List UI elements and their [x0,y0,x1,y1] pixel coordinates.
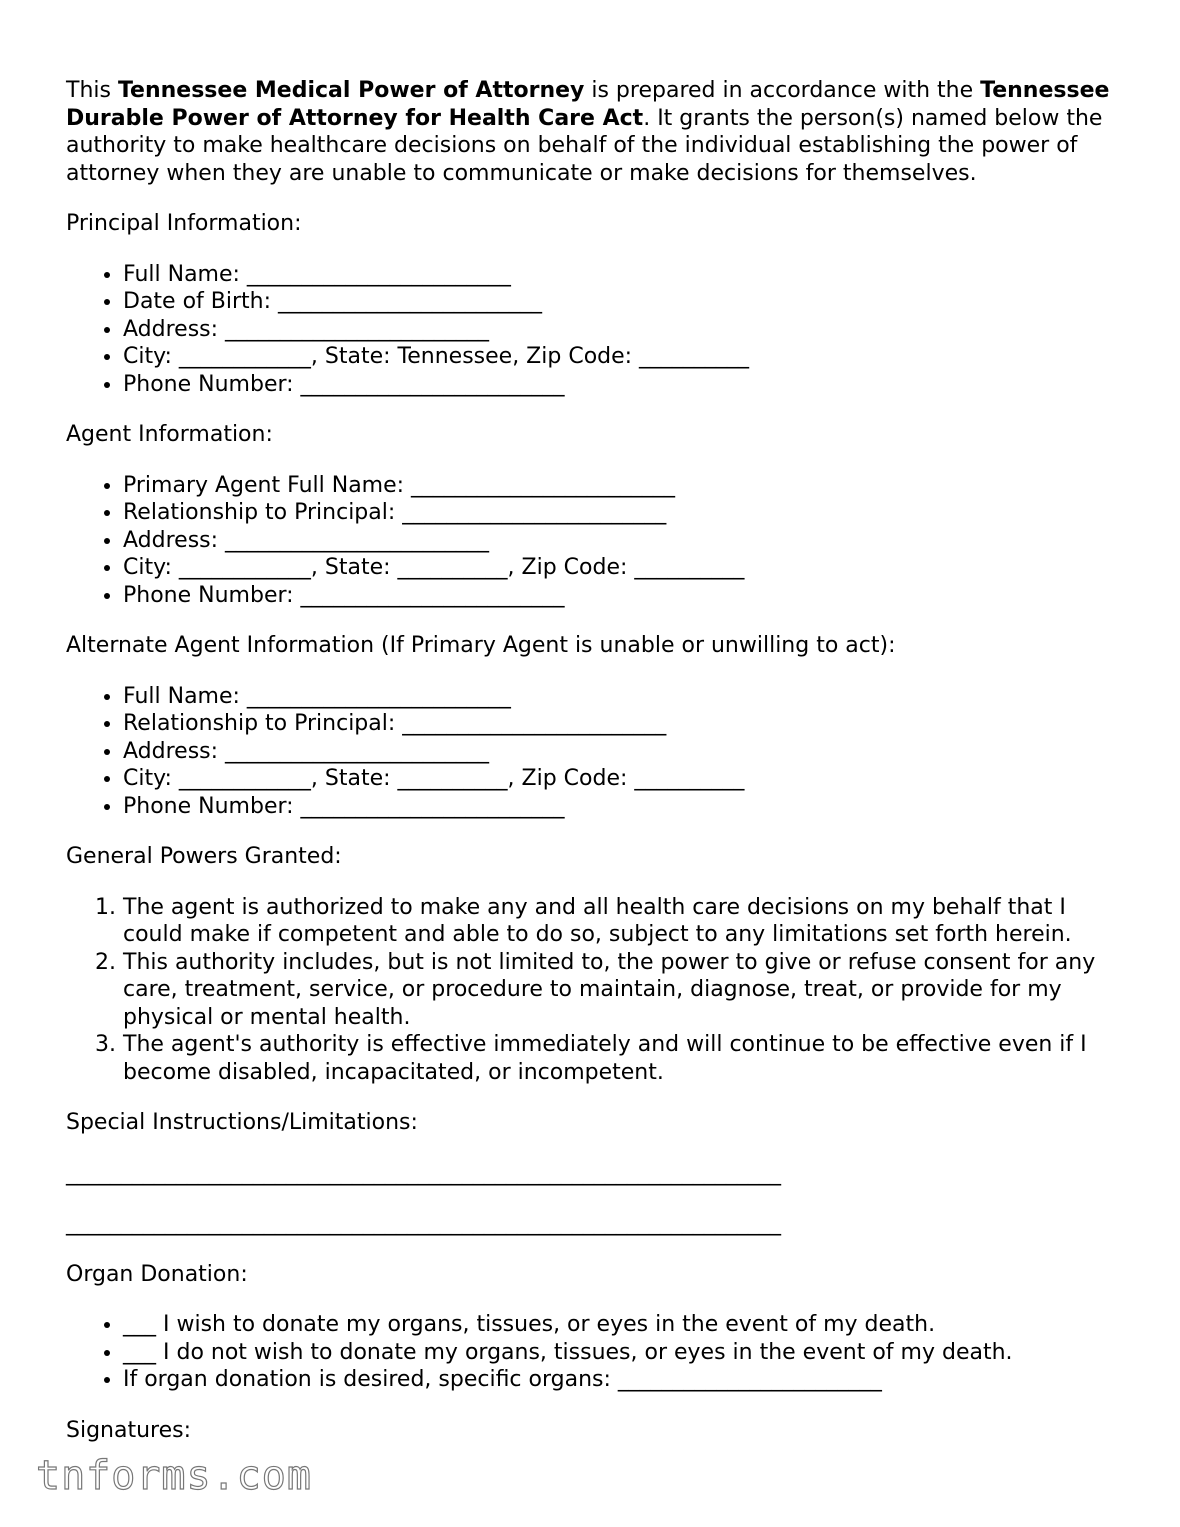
alternate-agent-heading: Alternate Agent Information (If Primary Agent is unable or unwilling to act): [66,633,896,658]
document-body [66,77,1126,1444]
principal-phone-field[interactable]: • Phone Number: ________________________ [123,371,1126,399]
alternate-relationship-field[interactable]: • Relationship to Principal: ________________________ [123,710,1126,738]
intro-text-2: is prepared in accordance with the [584,78,981,103]
alternate-address-field[interactable]: • Address: ________________________ [123,738,1126,766]
instructions-heading: Special Instructions/Limitations: [66,1110,418,1135]
agent-heading: Agent Information: [66,422,273,447]
alternate-full-name-field[interactable]: • Full Name: ________________________ [123,683,1126,711]
principal-full-name-field[interactable]: • Full Name: ________________________ [123,261,1126,289]
power-item: 3. The agent's authority is effective immediately and will continue to be effective even if I become disabled, incapacitated, or incompetent. [123,1031,1126,1086]
intro-text-3: . It grants the person(s) named below the authority to make healthcare decisions on behalf of the individual establishing the power of attorney when they are unable to communicate or make decisions for themselves. [66,105,1103,186]
agent-city-state-zip-field[interactable]: • City: ____________, State: __________, Zip Code: __________ [123,554,1126,582]
power-item: 2. This authority includes, but is not limited to, the power to give or refuse consent for any care, treatment, service, or procedure to maintain, diagnose, treat, or provide for my physical or mental health. [123,949,1126,1032]
agent-address-field[interactable]: • Address: ________________________ [123,527,1126,555]
powers-list [66,894,1126,1087]
principal-city-state-zip-field[interactable]: • City: ____________, State: Tennessee, Zip Code: __________ [123,343,1126,371]
signatures-heading: Signatures: [66,1417,192,1443]
act-name: Tennessee Durable Power of Attorney for Health Care Act [66,78,1110,131]
agent-list [66,472,1126,610]
organ-donation-heading: Organ Donation: [66,1261,248,1287]
agent-phone-field[interactable]: • Phone Number: ________________________ [123,582,1126,610]
alternate-city-state-zip-field[interactable]: • City: ____________, State: __________, Zip Code: __________ [123,765,1126,793]
organ-not-donate-option[interactable]: • ___ I do not wish to donate my organs, tissues, or eyes in the event of my death. [123,1339,1126,1367]
watermark-logo: tnforms.com [36,1453,312,1499]
principal-list [66,261,1126,399]
principal-dob-field[interactable]: • Date of Birth: ________________________ [123,288,1126,316]
alternate-agent-list [66,683,1126,821]
powers-heading: General Powers Granted: [66,844,342,869]
power-item: 1. The agent is authorized to make any and all health care decisions on my behalf that I could make if competent and able to do so, subject to any limitations set forth herein. [123,894,1126,949]
agent-full-name-field[interactable]: • Primary Agent Full Name: ________________________ [123,472,1126,500]
intro-paragraph [66,77,1126,187]
organ-donate-option[interactable]: • ___ I wish to donate my organs, tissues, or eyes in the event of my death. [123,1311,1126,1339]
instructions-line-1[interactable]: _________________________________________________________________ [66,1160,781,1186]
alternate-phone-field[interactable]: • Phone Number: ________________________ [123,793,1126,821]
principal-address-field[interactable]: • Address: ________________________ [123,316,1126,344]
organ-donation-list [66,1311,1126,1394]
agent-relationship-field[interactable]: • Relationship to Principal: ________________________ [123,499,1126,527]
specific-organs-field[interactable]: • If organ donation is desired, specific organs: ________________________ [123,1366,1126,1394]
instructions-line-2[interactable]: _________________________________________________________________ [66,1211,781,1236]
intro-text-1: This [66,78,118,103]
principal-heading: Principal Information: [66,211,302,236]
form-title: Tennessee Medical Power of Attorney [117,78,585,103]
